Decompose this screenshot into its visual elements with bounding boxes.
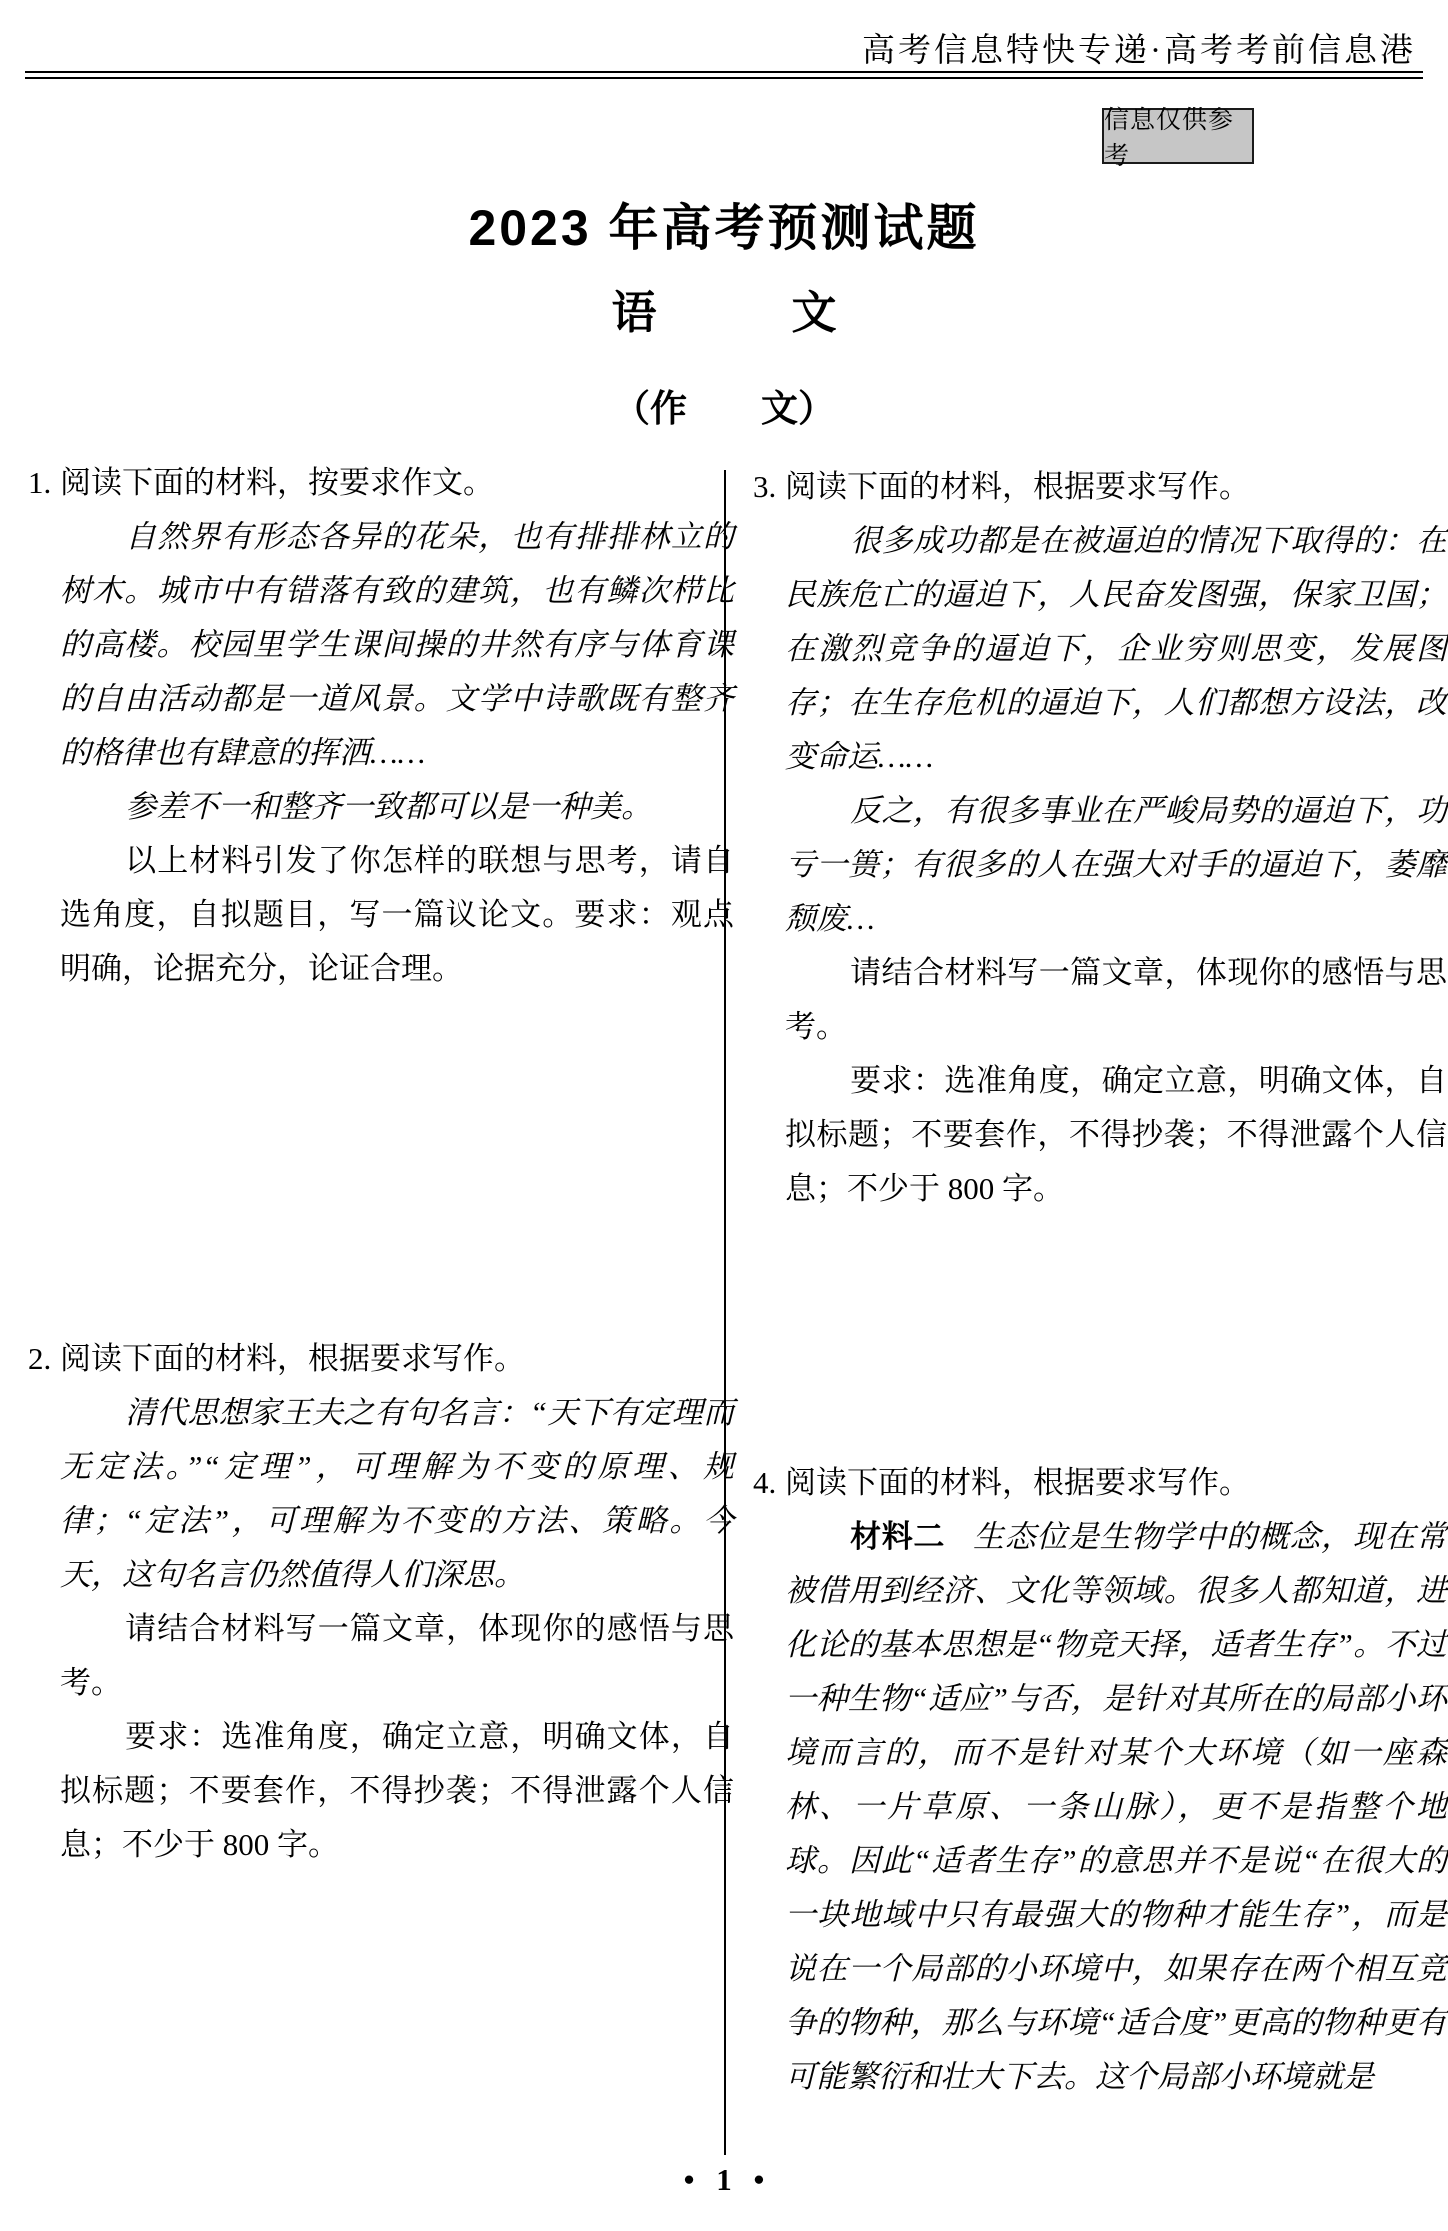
page-title: 2023 年高考预测试题 bbox=[468, 200, 980, 256]
question-2 bbox=[28, 1332, 734, 1872]
material-text: 生态位是生物学中的概念，现在常被借用到经济、文化等领域。很多人都知道，进化论的基本思想是“物竞天择，适者生存”。不过一种生物“适应”与否，是针对其所在的局部小环境而言的，而不是针对某个大环境（如一座森林、一片草原、一条山脉），更不是指整个地球。因此“适者生存”的意思并不是说“在很大的一块地域中只有最强大的物种才能生存”，而是说在一个局部的小环境中，如果存在两个相互竞争的物种，那么与环境“适合度”更高的物种更有可能繁衍和壮大下去。这个局部小环境就是 bbox=[785, 1519, 1448, 2094]
instruction-paragraph: 请结合材料写一篇文章，体现你的感悟与思考。 bbox=[785, 955, 1447, 1044]
question-1 bbox=[28, 456, 734, 996]
material-paragraph bbox=[785, 1510, 1447, 2104]
page-number: • 1 • bbox=[683, 2162, 765, 2197]
question-prompt: 阅读下面的材料，按要求作文。 bbox=[60, 465, 494, 500]
material-paragraph: 参差不一和整齐一致都可以是一种美。 bbox=[125, 789, 653, 824]
question-2-prompt-line bbox=[28, 1332, 734, 1386]
material-paragraph: 清代思想家王夫之有句名言：“天下有定理而无定法。”“定理”，可理解为不变的原理、规律；“定法”，可理解为不变的方法、策略。今天，这句名言仍然值得人们深思。 bbox=[60, 1395, 734, 1592]
section-title: （作 文） bbox=[613, 388, 835, 429]
material-lead-label: 材料二 bbox=[850, 1519, 946, 1554]
question-number: 4. bbox=[753, 1465, 777, 1500]
question-3 bbox=[753, 460, 1447, 1216]
question-1-prompt-line bbox=[28, 456, 734, 510]
instruction-paragraph: 要求：选准角度，确定立意，明确文体，自拟标题；不要套作，不得抄袭；不得泄露个人信息；不少于 800 字。 bbox=[60, 1719, 734, 1862]
question-number: 3. bbox=[753, 469, 777, 504]
question-4-prompt-line bbox=[753, 1456, 1447, 1510]
material-paragraph: 自然界有形态各异的花朵，也有排排林立的树木。城市中有错落有致的建筑，也有鳞次栉比的高楼。校园里学生课间操的井然有序与体育课的自由活动都是一道风景。文学中诗歌既有整齐的格律也有肆意的挥洒…… bbox=[60, 519, 734, 770]
instruction-paragraph: 以上材料引发了你怎样的联想与思考，请自选角度，自拟题目，写一篇议论文。要求：观点明确，论据充分，论证合理。 bbox=[60, 843, 734, 986]
question-prompt: 阅读下面的材料，根据要求写作。 bbox=[785, 1465, 1250, 1500]
instruction-paragraph: 请结合材料写一篇文章，体现你的感悟与思考。 bbox=[60, 1611, 734, 1700]
instruction-paragraph: 要求：选准角度，确定立意，明确文体，自拟标题；不要套作，不得抄袭；不得泄露个人信息；不少于 800 字。 bbox=[785, 1063, 1447, 1206]
subject-title: 语 文 bbox=[611, 287, 837, 338]
question-prompt: 阅读下面的材料，根据要求写作。 bbox=[785, 469, 1250, 504]
material-paragraph: 很多成功都是在被逼迫的情况下取得的：在民族危亡的逼迫下，人民奋发图强，保家卫国；在激烈竞争的逼迫下，企业穷则思变，发展图存；在生存危机的逼迫下，人们都想方设法，改变命运…… bbox=[785, 523, 1447, 774]
material-paragraph: 反之，有很多事业在严峻局势的逼迫下，功亏一篑；有很多的人在强大对手的逼迫下，萎靡颓废… bbox=[785, 793, 1447, 936]
masthead-text: 高考信息特快专递·高考考前信息港 bbox=[862, 33, 1416, 69]
question-prompt: 阅读下面的材料，根据要求写作。 bbox=[60, 1341, 525, 1376]
header-double-rule bbox=[25, 71, 1423, 79]
notice-badge: 信息仅供参考 bbox=[1102, 108, 1254, 164]
question-number: 2. bbox=[28, 1341, 52, 1376]
question-number: 1. bbox=[28, 465, 52, 500]
question-4 bbox=[753, 1456, 1447, 2104]
question-3-prompt-line bbox=[753, 460, 1447, 514]
